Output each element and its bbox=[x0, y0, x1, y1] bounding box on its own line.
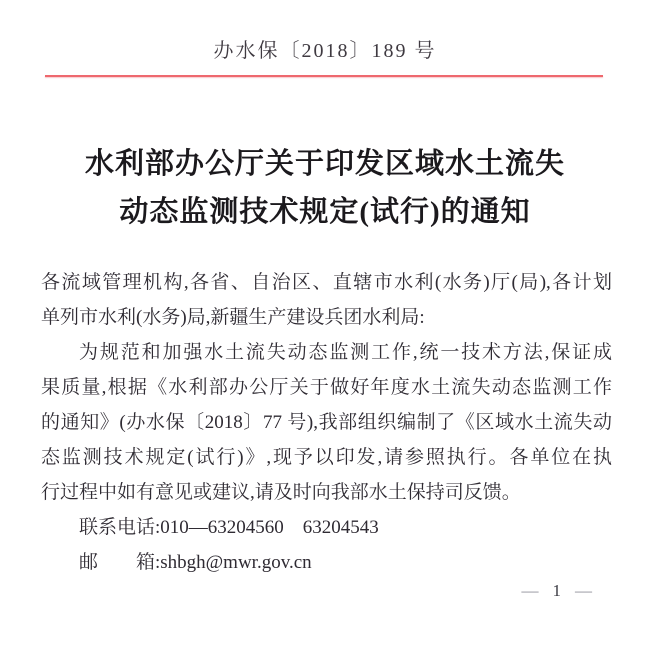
paragraph-line-3: 的通知》(办水保〔2018〕77 号),我部组织编制了《区域水土流失动 bbox=[41, 412, 612, 433]
page-footer bbox=[522, 581, 593, 601]
footer-dash-right: — bbox=[575, 581, 592, 600]
header-divider-line bbox=[45, 75, 603, 77]
contact-email-line: 邮 箱:shbgh@mwr.gov.cn bbox=[79, 552, 312, 573]
doc-number: 办水保〔2018〕189 号 bbox=[213, 40, 437, 62]
title-line-1: 水利部办公厅关于印发区域水土流失 bbox=[84, 148, 565, 180]
page-number: 1 bbox=[552, 581, 561, 600]
contact-phone-line: 联系电话:010—63204560 63204543 bbox=[79, 517, 379, 538]
paragraph-line-1: 为规范和加强水土流失动态监测工作,统一技术方法,保证成 bbox=[79, 342, 612, 363]
addressee-line-1: 各流域管理机构,各省、自治区、直辖市水利(水务)厅(局),各计划 bbox=[41, 272, 612, 293]
paragraph-line-5: 行过程中如有意见或建议,请及时向我部水土保持司反馈。 bbox=[41, 482, 521, 503]
paragraph-line-2: 果质量,根据《水利部办公厅关于做好年度水土流失动态监测工作 bbox=[41, 377, 612, 398]
document-body bbox=[41, 265, 612, 580]
footer-dash-left: — bbox=[521, 581, 539, 600]
paragraph-line-4: 态监测技术规定(试行)》,现予以印发,请参照执行。各单位在执 bbox=[41, 447, 612, 468]
addressee-line-2: 单列市水利(水务)局,新疆生产建设兵团水利局: bbox=[41, 307, 425, 328]
title-line-2: 动态监测技术规定(试行)的通知 bbox=[119, 196, 531, 228]
document-title bbox=[0, 140, 650, 236]
